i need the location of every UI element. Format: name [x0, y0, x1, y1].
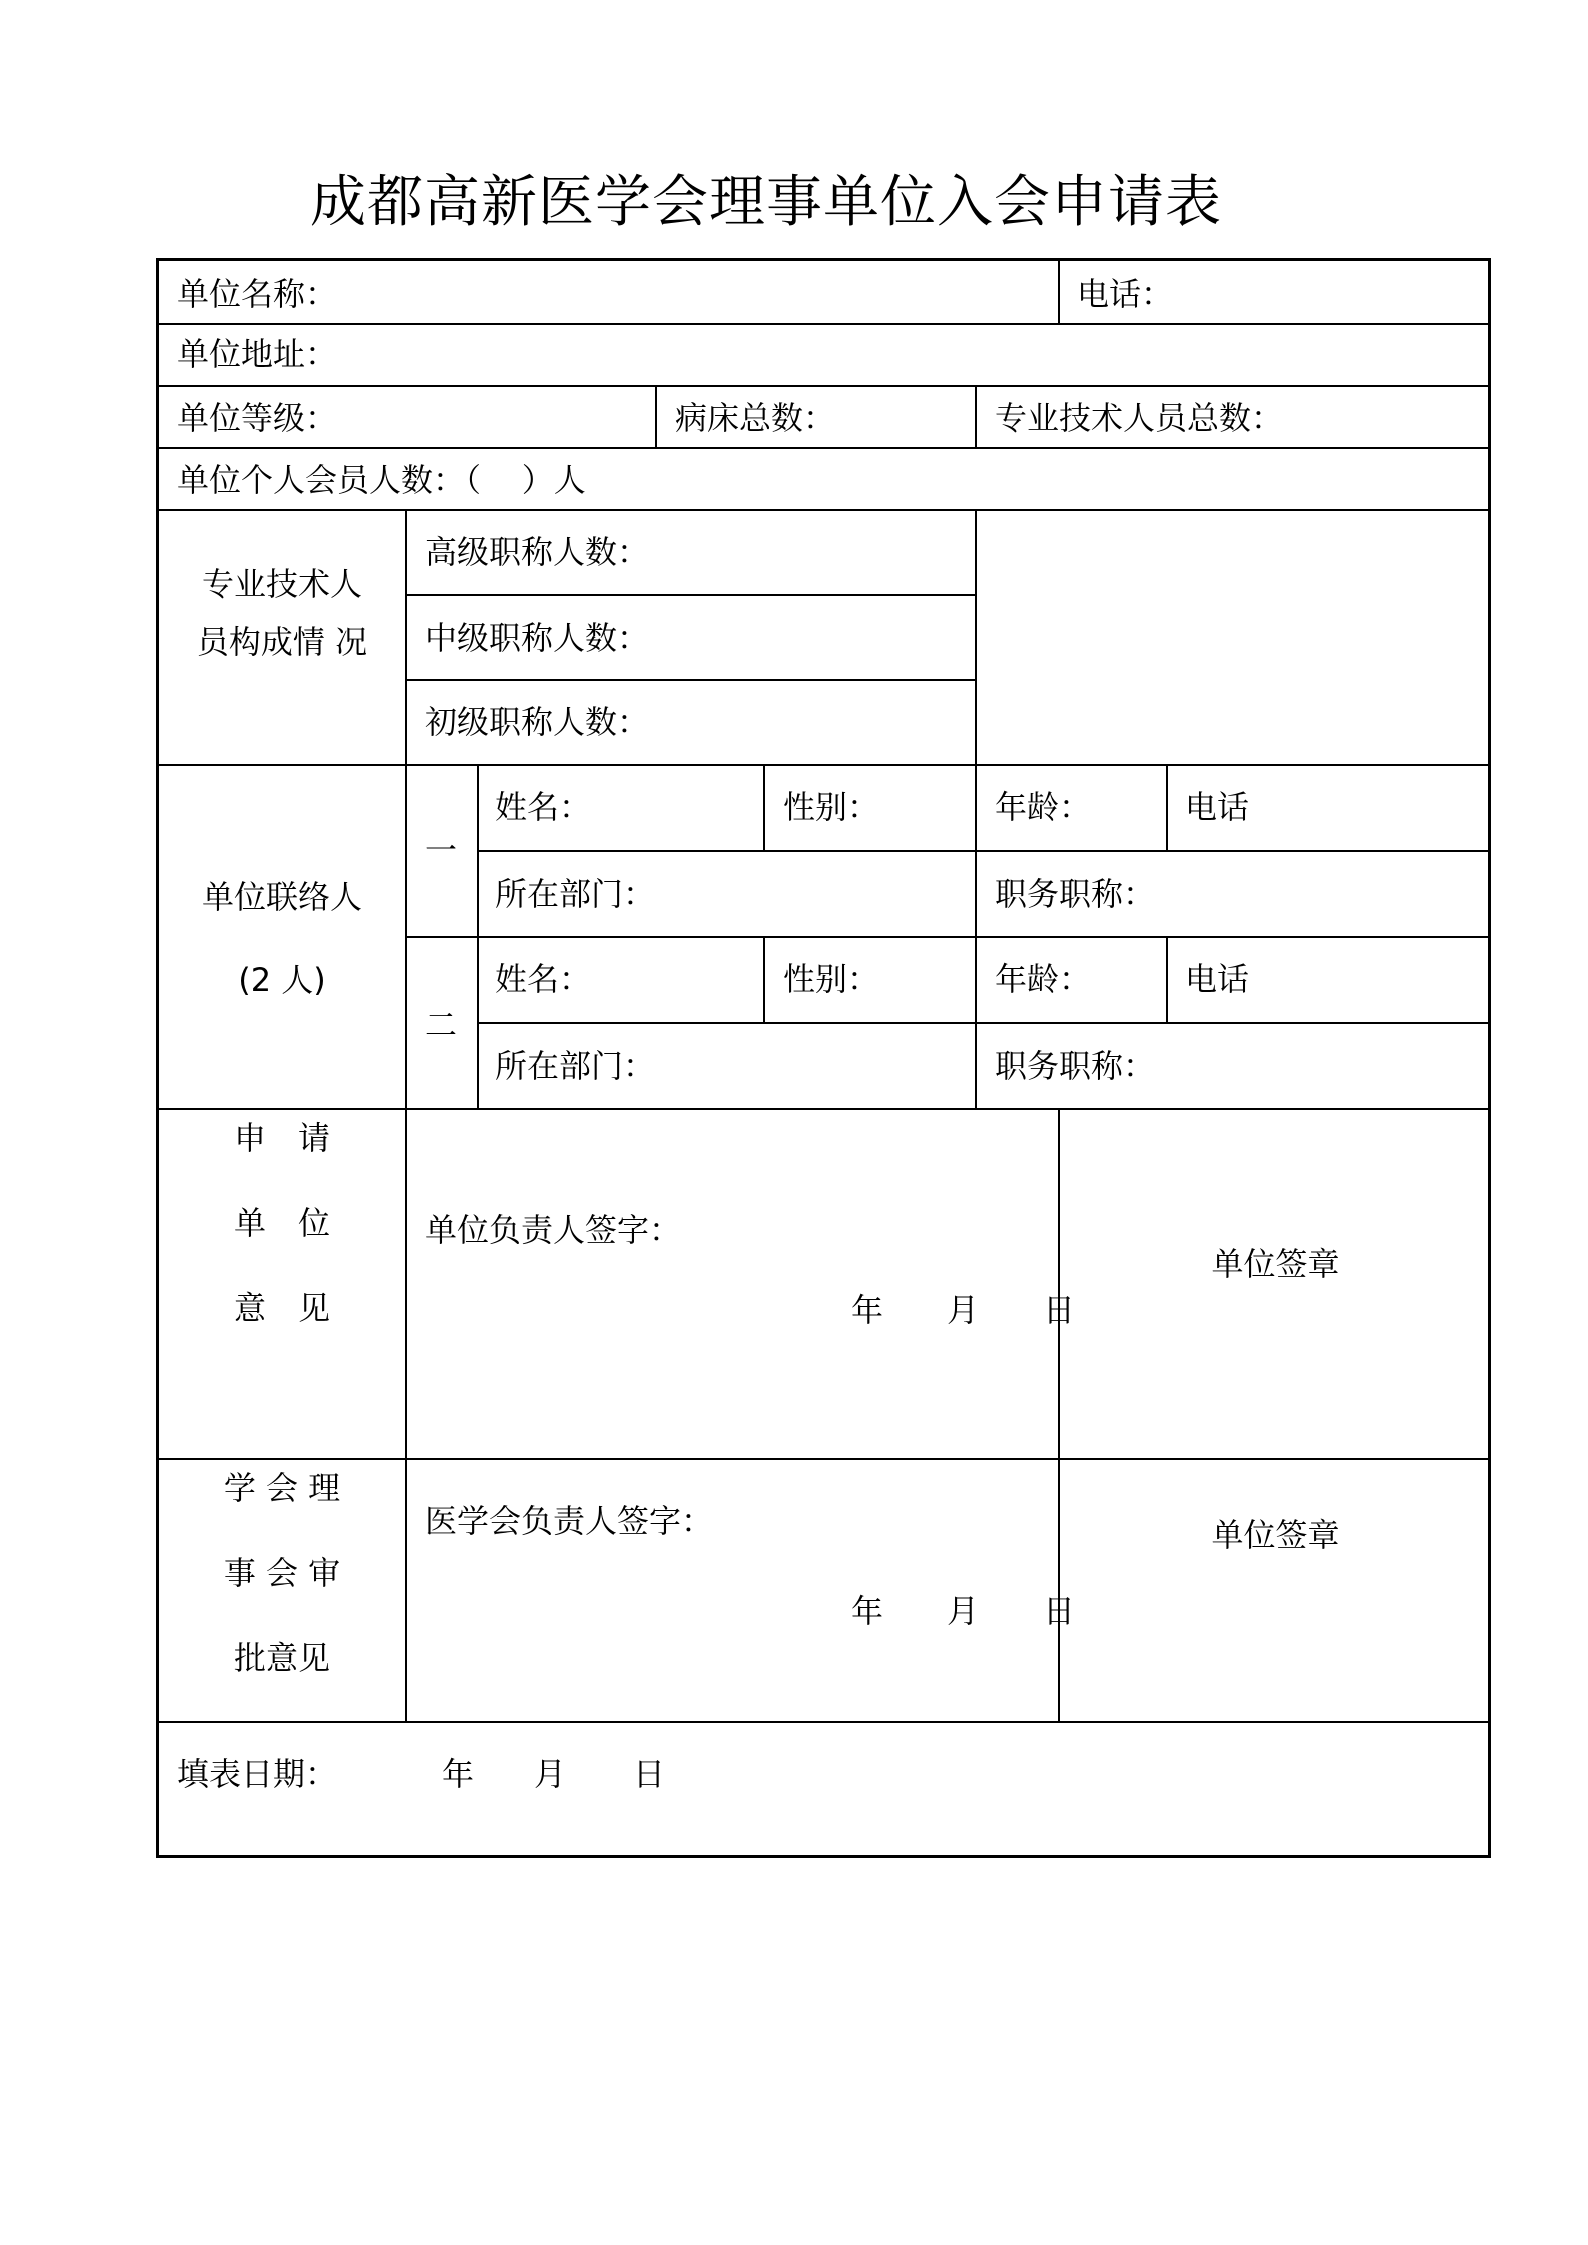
contact2-gender-label: 性别：	[783, 960, 880, 998]
rule	[159, 764, 1491, 766]
fill-date-month: 月	[534, 1755, 567, 1793]
phone-label: 电话：	[1077, 275, 1174, 313]
member-count-label: 单位个人会员人数：（ ）人	[177, 461, 586, 499]
contact2-dept-label: 所在部门：	[495, 1047, 656, 1085]
rule	[159, 1108, 1491, 1110]
council-label-line2: 事 会 审	[223, 1554, 341, 1592]
rule	[1058, 261, 1060, 323]
senior-title-count-label: 高级职称人数：	[425, 533, 650, 571]
contact1-name-label: 姓名：	[495, 788, 592, 826]
contact1-age-label: 年龄：	[995, 788, 1092, 826]
rule	[159, 1458, 1491, 1460]
contact-one-number: 一	[424, 831, 457, 869]
rule	[763, 936, 765, 1022]
council-label-line3: 批意见	[233, 1639, 330, 1677]
contact1-position-label: 职务职称：	[995, 875, 1156, 913]
unit-name-label: 单位名称：	[177, 275, 338, 313]
apply-date-label: 年 月 日	[851, 1291, 1076, 1329]
rule	[159, 509, 1491, 511]
rule	[975, 385, 977, 447]
council-date-label: 年 月 日	[851, 1592, 1076, 1630]
rule	[405, 936, 1491, 938]
rule	[477, 764, 479, 1108]
apply-seal-label: 单位签章	[1211, 1245, 1340, 1283]
junior-title-count-label: 初级职称人数：	[425, 703, 650, 741]
contact-label-line2: (2 人)	[238, 961, 326, 999]
contact2-name-label: 姓名：	[495, 960, 592, 998]
apply-label-line2: 单 位	[233, 1204, 330, 1242]
application-form-table	[156, 258, 1491, 1858]
apply-label-line3: 意 见	[233, 1289, 330, 1327]
council-label-line1: 学 会 理	[223, 1469, 341, 1507]
contact1-gender-label: 性别：	[783, 788, 880, 826]
contact2-phone-label: 电话	[1185, 960, 1250, 998]
council-seal-label: 单位签章	[1211, 1516, 1340, 1554]
rule	[763, 764, 765, 850]
rule	[405, 679, 975, 681]
rule	[405, 594, 975, 596]
unit-leader-sign-label: 单位负责人签字：	[425, 1211, 682, 1249]
contact-label-line1: 单位联络人	[201, 878, 362, 916]
middle-title-count-label: 中级职称人数：	[425, 619, 650, 657]
bed-count-label: 病床总数：	[675, 399, 836, 437]
rule	[1166, 764, 1168, 850]
rule	[159, 385, 1491, 387]
staff-composition-label-line2: 员构成情 况	[196, 623, 368, 661]
rule	[1166, 936, 1168, 1022]
contact2-age-label: 年龄：	[995, 960, 1092, 998]
contact2-position-label: 职务职称：	[995, 1047, 1156, 1085]
address-label: 单位地址：	[177, 335, 338, 373]
rule	[477, 1022, 1491, 1024]
rule	[655, 385, 657, 447]
rule	[975, 509, 977, 764]
staff-composition-label-line1: 专业技术人	[201, 565, 362, 603]
council-leader-sign-label: 医学会负责人签字：	[425, 1502, 714, 1540]
rule	[159, 1721, 1491, 1723]
fill-date-label: 填表日期：	[177, 1755, 338, 1793]
apply-label-line1: 申 请	[233, 1119, 330, 1157]
rule	[975, 764, 977, 1108]
rule	[477, 850, 1491, 852]
rule	[159, 447, 1491, 449]
form-title: 成都高新医学会理事单位入会申请表	[310, 170, 1222, 235]
contact-two-number: 二	[424, 1006, 457, 1044]
rule	[405, 509, 407, 1721]
unit-level-label: 单位等级：	[177, 399, 338, 437]
staff-total-label: 专业技术人员总数：	[995, 399, 1284, 437]
fill-date-year: 年	[442, 1755, 475, 1793]
rule	[159, 323, 1491, 325]
contact1-dept-label: 所在部门：	[495, 875, 656, 913]
contact1-phone-label: 电话	[1185, 788, 1250, 826]
fill-date-day: 日	[633, 1755, 666, 1793]
